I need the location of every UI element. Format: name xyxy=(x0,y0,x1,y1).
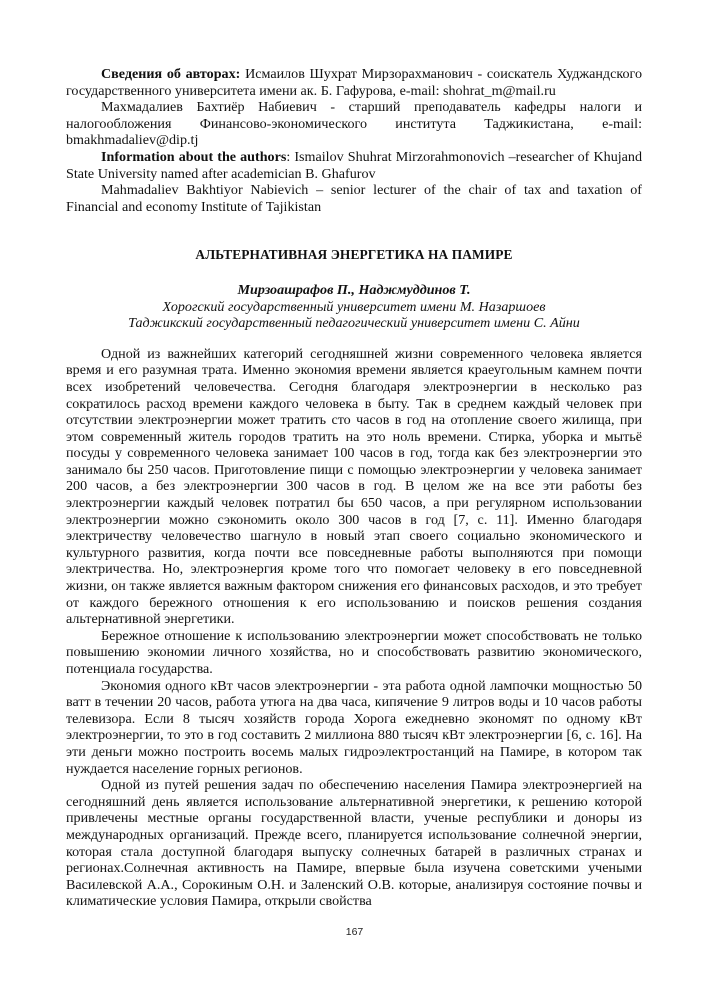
body-paragraph-3: Экономия одного кВт часов электроэнергии - эта работа одной лампочки мощностью 50 ватт в течении 20 часов, работа утюга на два часа, кипячение 9 литров воды и 10 часов работы телевизора. Если 8 тысяч хозяйств города Хорога ежедневно экономят по одному кВт электроэнергии, то это в год составить 2 миллиона 880 тысяч кВт электроэнергии [6, с. 16]. На эти деньги можно построить восемь малых гидроэлектростанций на Памире, в котором так нуждается население горных регионов. xyxy=(66,677,642,777)
affiliation-2: Таджикский государственный педагогический университет имени С. Айни xyxy=(128,315,580,332)
author-info-en-1 xyxy=(66,149,642,182)
author-info-ru-1 xyxy=(66,66,642,99)
affiliation-1: Хорогский государственный университет имени М. Назаршоев xyxy=(162,298,546,315)
page-body xyxy=(66,66,642,910)
affiliations xyxy=(66,299,642,332)
article-title: АЛЬТЕРНАТИВНАЯ ЭНЕРГЕТИКА НА ПАМИРЕ xyxy=(195,247,513,263)
author-info-en-author1: : Ismailov Shuhrat Mirzorahmonovich –researcher of Khujand State University named after academician B. Ghafurov xyxy=(66,148,643,182)
author-info-ru-2: Махмадалиев Бахтиёр Набиевич - старший преподаватель кафедры налоги и налогообложения Финансово-экономического института Таджикистана, e-mail: bmakhmadaliev@dip.tj xyxy=(66,99,642,149)
body-paragraph-4: Одной из путей решения задач по обеспечению населения Памира электроэнергией на сегодняшний день является использование альтернативной энергетики, к решению которой привлечены местные органы государственной власти, ученые республики и доноры из международных организаций. Прежде всего, планируется использование солнечной энергии, которая стала доступной благодаря выпуску солнечных батарей в различных странах и регионах.Солнечная активность на Памире, впервые была изучена советскими учеными Василевской А.А., Сорокиным О.Н. и Заленский О.В. которые, анализируя состояние почвы и климатические условия Памира, открыли свойства xyxy=(66,777,642,910)
body-paragraph-1: Одной из важнейших категорий сегодняшней жизни современного человека является время и его разумная трата. Именно экономия времени является краеугольным камнем почти всех изобретений человечества. Сегодня благодаря электроэнергии в несколько раз сократилось расход времени каждого человека в быту. Так в среднем каждый человек при отсутствии электроэнергии может тратить сто часов в год на отопление своего жилища, при этом современный житель городов тратить на это ноль времени. Стирка, уборка и мытьё посуды у современного человека занимает 100 часов в год, тогда как без электроэнергии это занимало бы 250 часов. Приготовление пищи с помощью электроэнергии у человека занимает 200 часов, а без электроэнергии 300 часов в год. В целом же на все эти работы без электроэнергии каждый человек потратил бы 650 часов, а при регулярном использовании электроэнергии можно сэкономить около 300 часов в год [7, с. 11]. Именно благодаря электричеству человечество шагнуло в новый этап своего социально экономического и культурного развития, когда почти все повседневные работы выполняются при помощи электричества. Но, электроэнергия кроме того что помогает человеку в его повседневной жизни, он также является важным фактором снижения его финансовых расходов, и это требует от каждого бережного отношения к его использованию и поисков решения создания альтернативной энергетики. xyxy=(66,345,642,628)
article-authors: Мирзоашрафов П., Наджмуддинов Т. xyxy=(237,281,471,298)
body-paragraph-2: Бережное отношение к использованию электроэнергии может способствовать не только повышению экономии личного хозяйства, но и способствовать развитию экономического, потенциала государства. xyxy=(66,627,642,677)
author-info-ru-author1: Исмаилов Шухрат Мирзорахманович - соискатель Худжандского государственного университета имени ак. Б. Гафурова, e-mail: shohrat_m@mail.ru xyxy=(66,66,642,99)
page-number: 167 xyxy=(345,926,364,938)
author-info-en-2: Mahmadaliev Bakhtiyor Nabievich – senior lecturer of the chair of tax and taxation of Financial and economy Institute of Tajikistan xyxy=(66,182,642,215)
author-info-en-label: Information about the authors xyxy=(101,148,287,165)
author-info-ru-label: Сведения об авторах: xyxy=(101,66,241,82)
